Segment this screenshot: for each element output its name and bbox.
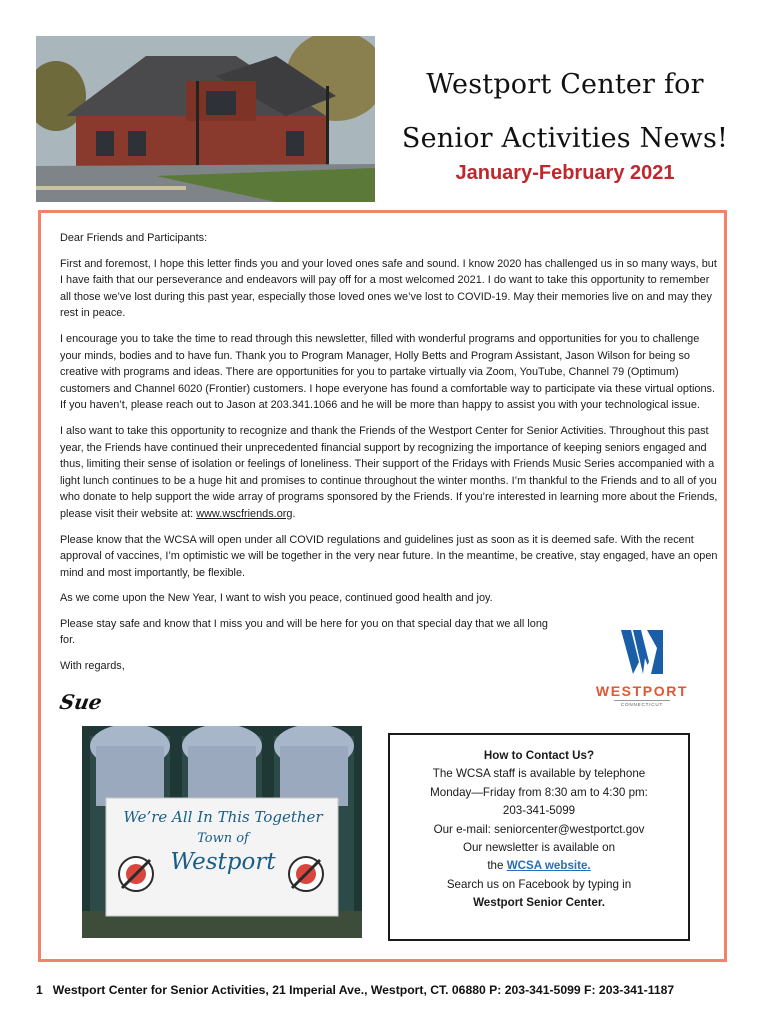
letter-paragraph: As we come upon the New Year, I want to wish you peace, continued good health and joy. — [60, 592, 493, 605]
building-photo — [36, 36, 375, 202]
title-line-1: Westport Center for — [426, 69, 704, 100]
issue-date: January-February 2021 — [455, 162, 675, 184]
logo-wordmark: WESTPORT — [595, 683, 689, 699]
letter-body — [60, 230, 720, 684]
letter-salutation: Dear Friends and Participants: — [60, 232, 208, 244]
letter-paragraph: First and foremost, I hope this letter finds you and your loved ones safe and sound. I know 2020 has challenged us in so many ways, but I have faith that our perseverance and endeavors will pay off for a most welcomed 2021. I do want to take this opportunity to remember all those we’ve lost during this past year, especially those loved ones we’ve lost to COVID-19. May their memories live on and may they rest in peace. — [60, 257, 717, 320]
contact-line: Our newsletter is available on — [462, 841, 616, 855]
letter-paragraph: Please know that the WCSA will open under all COVID regulations and guidelines just as soon as it is deemed safe. With the recent approval of vaccines, I’m optimistic we will be together in the very near future. In the meantime, be creative, stay engaged, have an open mind and most importantly, be flexible. — [60, 533, 718, 579]
banner-town-of: Town of — [197, 831, 249, 846]
contact-heading: How to Contact Us? — [483, 749, 595, 762]
page-number: 1 — [36, 983, 43, 997]
contact-website-prefix: the — [487, 859, 504, 873]
letter-paragraph: I encourage you to take the time to read through this newsletter, filled with wonderful programs and opportunities for you to challenge your minds, bodies and to have fun. Thank you to Program Manager, Holly Betts and Program Assistant, Jason Wilson for being so creative with programs and ideas. There are opportunities for you to partake virtually via Zoom, YouTube, Channel 79 (Optimum) customers and Channel 6020 (Frontier) customers. I hope everyone has found a comfortable way to participate via these virtual options. If you haven’t, please reach out to Jason at 203.341.1066 and he will be more than happy to assist you with your technological issue. — [60, 332, 715, 412]
newsletter-title — [380, 58, 750, 185]
footer-address: Westport Center for Senior Activities, 21 Imperial Ave., Westport, CT. 06880 P: 203-341-5099 F: 203-341-1187 — [52, 983, 675, 997]
contact-phone: 203-341-5099 — [502, 804, 576, 818]
contact-hours: Monday—Friday from 8:30 am to 4:30 pm: — [430, 785, 648, 799]
contact-line: The WCSA staff is available by telephone — [432, 767, 646, 781]
banner-slogan: We’re All In This Together — [123, 808, 323, 826]
wcsa-website-link[interactable]: WCSA website. — [506, 859, 591, 873]
facebook-name: Westport Senior Center. — [473, 896, 605, 910]
friends-website-link[interactable]: www.wscfriends.org — [196, 507, 293, 520]
friends-paragraph-text: I also want to take this opportunity to recognize and thank the Friends of the Westport Center for Senior Activities. Throughout this past year, the Friends have continued their unprecedented financial support by recognizing the importance of keeping seniors engaged and thus, limiting their sense of isolation or feelings of loneliness. Their support of the Fridays with Friends Music Series accompanied with a light lunch continues to be a huge hit and promises to continue throughout the winter months. I’m thankful to the Friends and to all of you who donate to help support the wide array of programs sponsored by the Friends. If you’re interested in learning more about the Friends, please visit their website at: — [60, 424, 718, 520]
contact-box — [388, 733, 690, 941]
signature: Sue — [57, 690, 104, 714]
letter-closing: With regards, — [60, 660, 125, 673]
logo-subtitle: CONNECTICUT — [614, 700, 670, 707]
page-footer — [36, 983, 756, 997]
letter-paragraph: Please stay safe and know that I miss you and will be here for you on that special day that we all long for. — [60, 617, 548, 647]
contact-email: Our e-mail: seniorcenter@westportct.gov — [433, 822, 645, 836]
title-line-2: Senior Activities News! — [401, 123, 729, 154]
westport-logo — [592, 628, 692, 712]
contact-website-line — [390, 857, 688, 875]
contact-line: Search us on Facebook by typing in — [446, 877, 632, 891]
westport-w-icon — [617, 628, 667, 676]
banner-town-name: Westport — [170, 849, 276, 875]
friends-paragraph: I also want to take this opportunity to recognize and thank the Friends of the Westport Center for Senior Activities. Throughout this past year, the Friends have continued their unprecedented financial support by recognizing the importance of keeping seniors engaged and thus, limiting their sense of isolation or feelings of loneliness. Their support of the Fridays with Friends Music Series accompanied with a light lunch continues to be a huge hit and promises to continue throughout the winter months. I’m thankful to the Friends and to all of you who donate to help support the wide array of programs sponsored by the Friends. If you’re interested in learning more about the Friends, please visit their website at: www.wscfriends.org. — [60, 424, 718, 520]
banner-text — [118, 808, 328, 875]
